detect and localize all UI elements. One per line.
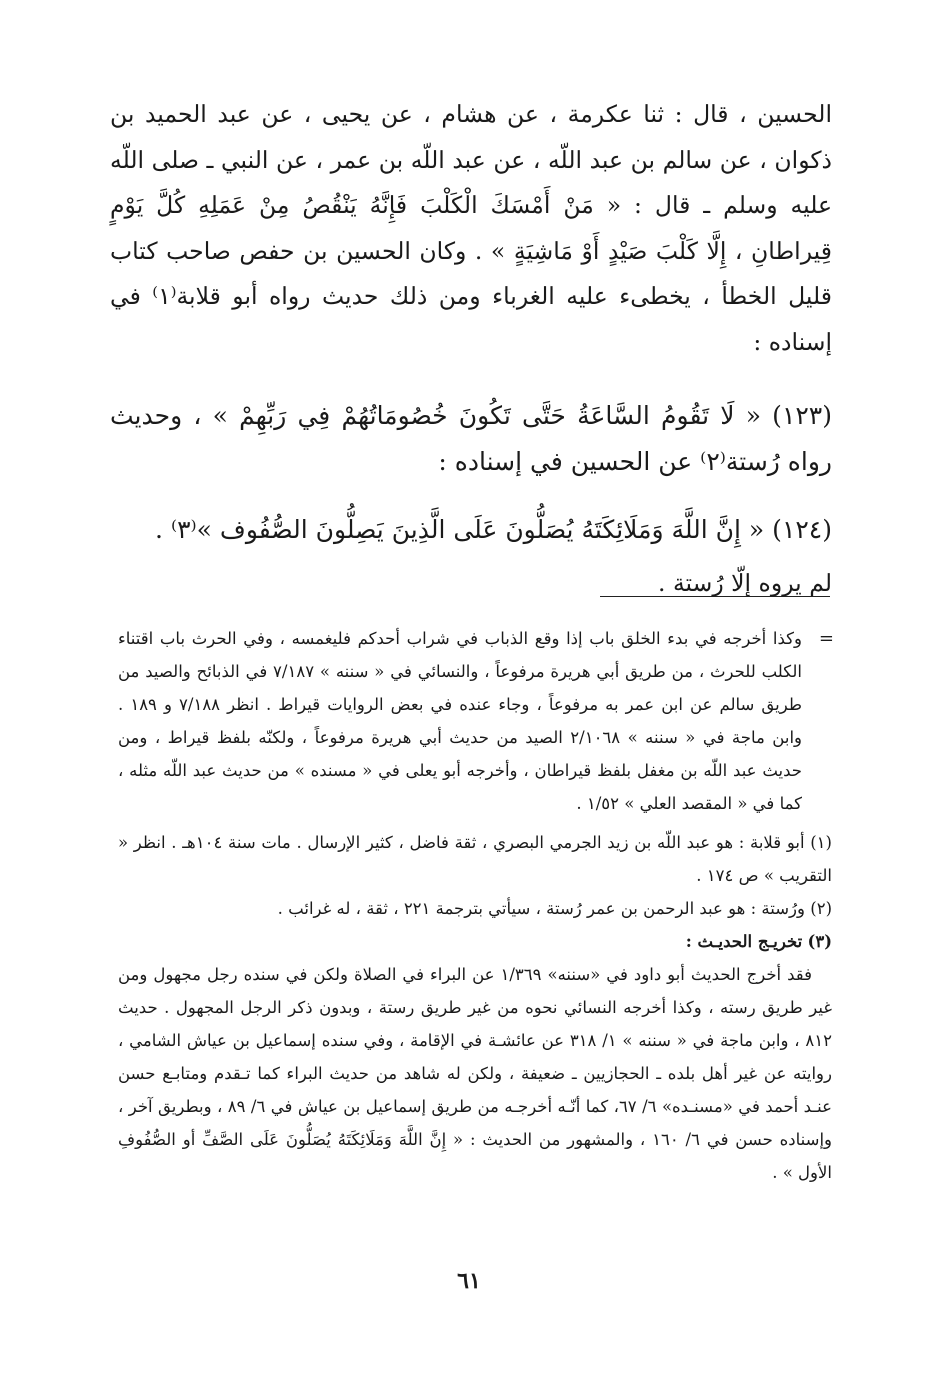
footnote-continuation-text: وكذا أخرجه في بدء الخلق باب إذا وقع الذباب في شراب أحدكم فليغمسه ، وفي الحرث باب اقتناء الكلب للحرث ، من طريق أبي هريرة مرفوعاً ، والنسائي في « سننه » ٧/١٨٧ في الذبائح والصيد من طريق سالم عن ابن عمر به مرفوعاً ، وجاء عنده في بعض الروايات قيراط . انظر ٧/١٨٨ و ١٨٩ . وابن ماجة في « سننه » ٢/١٠٦٨ الصيد من حديث أبي هريرة مرفوعاً ، ولكنّه بلفظ قيراط ، ومن حديث عبد اللّه بن مغفل بلفظ قيراطان ، وأخرجه أبو يعلى في « مسنده » من حديث عبد اللّه مثله ، كما في « المقصد العلي » ١/٥٢ . [118,629,802,813]
footnote-2 [118,892,832,925]
footnote-2-label: (٢) [810,899,832,918]
footnote-3-heading: تخريـج الحديـث : [685,932,803,951]
page-number: ٦١ [457,1268,481,1294]
main-paragraph: الحسين ، قال : ثنا عكرمة ، عن هشام ، عن يحيى ، عن عبد الحميد بن ذكوان ، عن سالم بن عبد اللّه ، عن عبد اللّه بن عمر ، عن النبي ـ صلى اللّه عليه وسلم ـ قال : « مَنْ أَمْسَكَ الْكَلْبَ فَإِنَّهُ يَنْقُصُ مِنْ عَمَلِهِ كُلَّ يَوْمٍ قِيراطانِ ، إِلَّا كَلْبَ صَيْدٍ أَوْ مَاشِيَةٍ » . وكان الحسين بن حفص صاحب كتاب قليل الخطأ ، يخطىء عليه الغرباء ومن ذلك حديث رواه أبو قلابة⁽١⁾ في إسناده : [110,100,833,356]
footnote-1-text: أبو قلابة : هو عبد اللّه بن زيد الجرمي البصري ، ثقة فاضل ، كثير الإرسال . مات سنة ١٠٤هـ . انظر « التقريب » ص ١٧٤ . [118,833,832,885]
footnote-divider [600,596,830,597]
footnote-3-label: (٣) [807,932,832,951]
hadith-124: (١٢٤) « إِنَّ اللَّهَ وَمَلَائِكَتَهُ يُصَلُّونَ عَلَى الَّذِينَ يَصِلُّونَ الصُّفُوف »⁽٣⁾ . [155,515,832,544]
main-text [110,92,832,607]
footnote-continuation [118,622,832,820]
footnote-3-text: فقد أخرج الحديث أبو داود في «سننه» ١/٣٦٩ عن البراء في الصلاة ولكن في سنده رجل مجهول ومن غير طريق رسته ، وكذا أخرجه النسائي نحوه من غير طريق رستة ، وبدون ذكر الرجل المجهول . حديث ٨١٢ ، وابن ماجة في « سننه » ١/ ٣١٨ عن عائشـة في الإقامة ، وفي سنده إسماعيل بن عياش الشامي ، روايته عن غير أهل بلده ـ الحجازيين ـ ضعيفة ، ولكن له شاهد من حديث البراء كما تـقدم ومتابـع حسن عنـد أحمد في «مسنـده» ٦/ ٦٧، كما أنّـه أخرجـه من طريق إسماعيل بن عياش في ٦/ ٨٩ ، وبطريق آخر ، وإسناده حسن في ٦/ ١٦٠ ، والمشهور من الحديث : « إِنَّ اللَّهَ وَمَلَائِكَتَهُ يُصَلُّونَ عَلَى الصَّفِّ أو الصُّفُوفِ الأول » . [118,965,832,1182]
footnote-2-text: ورُستة : هو عبد الرحمن بن عمر رُستة ، سيأتي بترجمة ٢٢١ ، ثقة ، له غرائب . [277,899,805,918]
footnote-3 [118,925,832,958]
footnote-1 [118,826,832,892]
continuation-mark: = [818,628,834,649]
footnote-1-label: (١) [810,833,832,852]
closing-line: لم يروه إلّا رُستة . [658,569,832,597]
hadith-123: (١٢٣) « لَا تَقُومُ السَّاعَةُ حَتَّى تَكُونَ خُصُومَاتُهُمْ فِي رَبِّهِمْ » ، وحديث رواه رُستة⁽٢⁾ عن الحسين في إسناده : [110,401,832,476]
footnotes [118,622,832,1189]
